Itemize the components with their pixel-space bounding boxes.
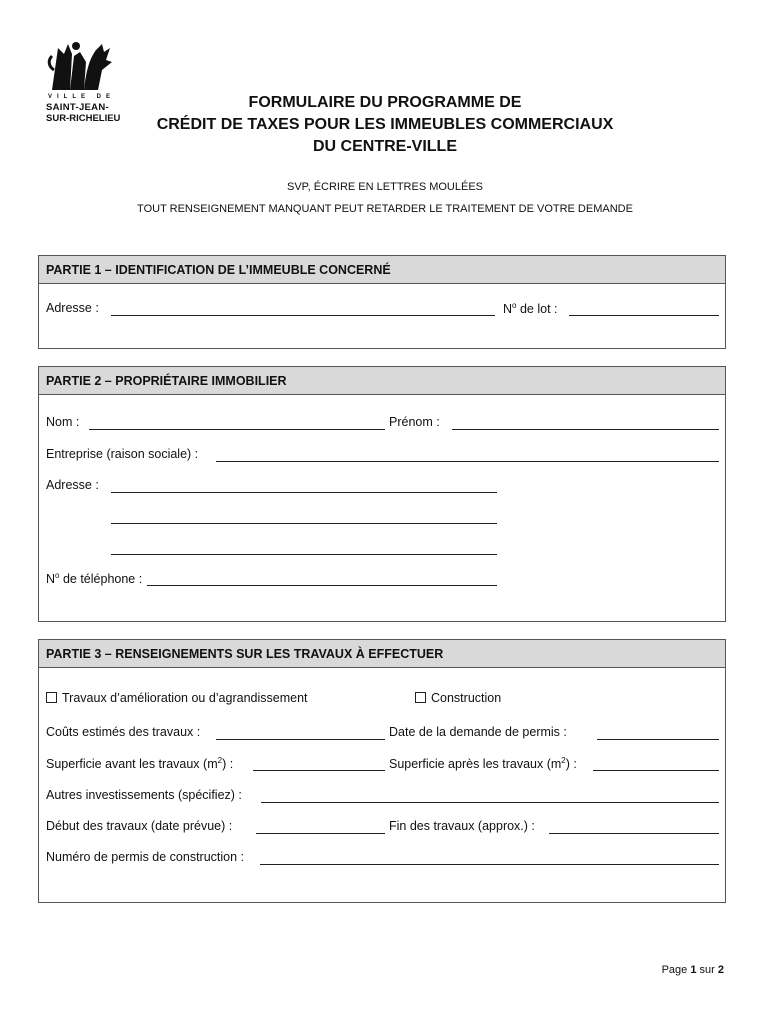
owner-address-line3[interactable] xyxy=(111,554,497,555)
part1-heading: PARTIE 1 – IDENTIFICATION DE L’IMMEUBLE CONCERNÉ xyxy=(39,256,725,284)
superficie-apres-input-line[interactable] xyxy=(593,770,719,771)
part2-section xyxy=(38,366,726,622)
autres-input-line[interactable] xyxy=(261,802,719,803)
part2-heading: PARTIE 2 – PROPRIÉTAIRE IMMOBILIER xyxy=(39,367,725,395)
option-construction[interactable]: Construction xyxy=(415,691,501,705)
superficie-avant-input-line[interactable] xyxy=(253,770,385,771)
fin-label: Fin des travaux (approx.) : xyxy=(389,819,535,833)
phone-label: $N^o$ de téléphone : xyxy=(46,571,143,587)
part3-section xyxy=(38,639,726,903)
prenom-label: Prénom : xyxy=(389,415,440,429)
owner-address-label: Adresse : xyxy=(46,478,99,492)
lot-input-line[interactable] xyxy=(569,315,719,316)
logo-line1: SAINT-JEAN- xyxy=(46,102,109,113)
lot-label: $N^o$ de lot : xyxy=(503,301,558,317)
superficie-avant-label: Superficie avant les travaux $(m^2)$ : xyxy=(46,756,234,772)
form-title-line2: CRÉDIT DE TAXES POUR LES IMMEUBLES COMMERCIAUX xyxy=(156,116,614,133)
option-amelioration[interactable]: Travaux d’amélioration ou d’agrandissement xyxy=(46,691,308,705)
form-title-line3: DU CENTRE-VILLE xyxy=(313,138,457,155)
part1-section xyxy=(38,255,726,349)
debut-input-line[interactable] xyxy=(256,833,385,834)
permis-input-line[interactable] xyxy=(260,864,719,865)
phone-input-line[interactable] xyxy=(147,585,497,586)
entreprise-input-line[interactable] xyxy=(216,461,719,462)
part3-heading: PARTIE 3 – RENSEIGNEMENTS SUR LES TRAVAUX À EFFECTUER xyxy=(39,640,725,668)
entreprise-label: Entreprise (raison sociale) : xyxy=(46,447,199,461)
nom-input-line[interactable] xyxy=(89,429,385,430)
date-permis-input-line[interactable] xyxy=(597,739,719,740)
address-label: Adresse : xyxy=(46,301,99,315)
couts-input-line[interactable] xyxy=(216,739,385,740)
address-input-line[interactable] xyxy=(111,315,495,316)
owner-address-line2[interactable] xyxy=(111,523,497,524)
page-number: Page 1 sur 2 xyxy=(661,964,724,976)
logo-ville-de: VILLE DE xyxy=(48,94,116,100)
superficie-apres-label: Superficie après les travaux $(m^2)$ : xyxy=(389,756,577,772)
instruction-missing-info: TOUT RENSEIGNEMENT MANQUANT PEUT RETARDER LE TRAITEMENT DE VOTRE DEMANDE xyxy=(137,203,633,215)
prenom-input-line[interactable] xyxy=(452,429,719,430)
autres-label: Autres investissements (spécifiez) : xyxy=(46,788,242,802)
permis-label: Numéro de permis de construction : xyxy=(46,850,245,864)
fin-input-line[interactable] xyxy=(549,833,719,834)
construction-checkbox[interactable] xyxy=(415,692,426,703)
date-permis-label: Date de la demande de permis : xyxy=(389,725,567,739)
instruction-block-letters: SVP, ÉCRIRE EN LETTRES MOULÉES xyxy=(286,181,484,193)
city-emblem-icon xyxy=(46,40,116,92)
nom-label: Nom : xyxy=(46,415,80,429)
debut-label: Début des travaux (date prévue) : xyxy=(46,819,233,833)
owner-address-line1[interactable] xyxy=(111,492,497,493)
logo-line2: SUR-RICHELIEU xyxy=(46,113,121,124)
couts-label: Coûts estimés des travaux : xyxy=(46,725,201,739)
form-title-line1: FORMULAIRE DU PROGRAMME DE xyxy=(248,94,522,111)
amelioration-checkbox[interactable] xyxy=(46,692,57,703)
